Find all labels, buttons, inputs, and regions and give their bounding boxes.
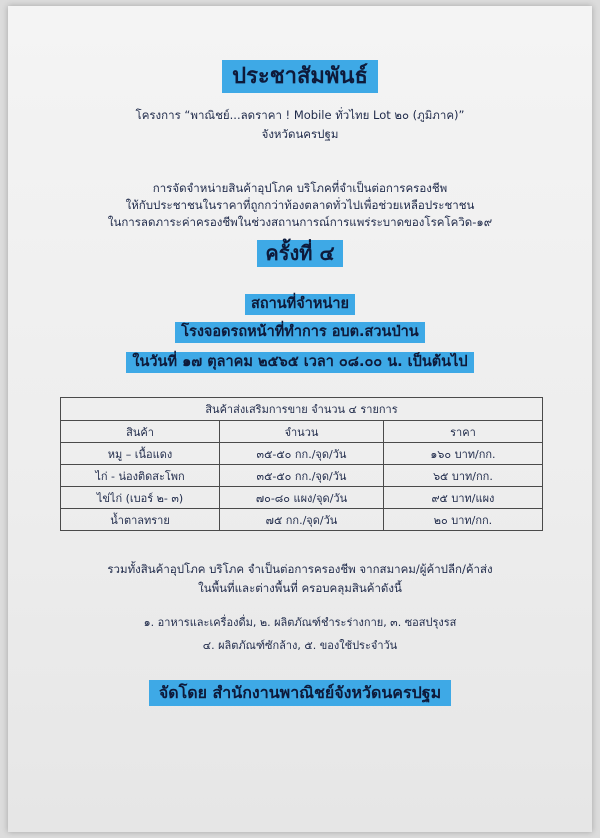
footer-line: รวมทั้งสินค้าอุปโภค บริโภค จำเป็นต่อการครองชีพ จากสมาคม/ผู้ค้าปลีก/ค้าส่ง — [107, 562, 493, 576]
round-block — [0, 240, 600, 267]
datetime-text: ในวันที่ ๑๗ ตุลาคม ๒๕๖๕ เวลา ๐๘.๐๐ น. เป็นต้นไป — [126, 352, 473, 373]
project-line: โครงการ “พาณิชย์...ลดราคา ! Mobile ทั่วไทย Lot ๒๐ (ภูมิภาค)” — [135, 108, 465, 122]
location-heading-block — [0, 294, 600, 315]
description-block — [0, 180, 600, 231]
table-row — [61, 509, 543, 531]
cell-price: ๙๕ บาท/แผง — [383, 487, 542, 509]
location-heading: สถานที่จำหน่าย — [245, 294, 355, 315]
cell-item: ไข่ไก่ (เบอร์ ๒- ๓) — [61, 487, 220, 509]
cell-quantity: ๓๕-๕๐ กก./จุด/วัน — [220, 465, 384, 487]
cell-quantity: ๗๐-๘๐ แผง/จุด/วัน — [220, 487, 384, 509]
table-caption: สินค้าส่งเสริมการขาย จำนวน ๔ รายการ — [61, 398, 543, 421]
footer-line: ในพื้นที่และต่างพื้นที่ ครอบคลุมสินค้าดังนี้ — [198, 581, 402, 595]
datetime-block — [0, 352, 600, 373]
cell-price: ๒๐ บาท/กก. — [383, 509, 542, 531]
header-quantity: จำนวน — [220, 421, 384, 443]
cell-quantity: ๗๕ กก./จุด/วัน — [220, 509, 384, 531]
cell-quantity: ๓๕-๕๐ กก./จุด/วัน — [220, 443, 384, 465]
round-label: ครั้งที่ ๔ — [257, 240, 342, 267]
table-caption-row — [61, 398, 543, 421]
goods-table — [60, 397, 543, 531]
table-row — [61, 487, 543, 509]
categories-line: ๑. อาหารและเครื่องดื่ม, ๒. ผลิตภัณฑ์ชำระร่างกาย, ๓. ซอสปรุงรส — [143, 616, 457, 629]
announcement-title: ประชาสัมพันธ์ — [222, 60, 378, 93]
cell-item: น้ำตาลทราย — [61, 509, 220, 531]
table-header-row — [61, 421, 543, 443]
table-row — [61, 443, 543, 465]
cell-item: หมู – เนื้อแดง — [61, 443, 220, 465]
description-line: การจัดจำหน่ายสินค้าอุปโภค บริโภคที่จำเป็นต่อการครองชีพ — [152, 181, 448, 195]
description-line: ในการลดภาระค่าครองชีพในช่วงสถานการณ์การแพร่ระบาดของโรคโควิด-๑๙ — [107, 215, 493, 229]
header-price: ราคา — [383, 421, 542, 443]
header-item: สินค้า — [61, 421, 220, 443]
announcement-title-block — [0, 60, 600, 93]
table-row — [61, 465, 543, 487]
cell-price: ๖๕ บาท/กก. — [383, 465, 542, 487]
cell-price: ๑๖๐ บาท/กก. — [383, 443, 542, 465]
organizer-block — [0, 680, 600, 706]
categories-line: ๔. ผลิตภัณฑ์ซักล้าง, ๕. ของใช้ประจำวัน — [202, 639, 398, 652]
location-block — [0, 322, 600, 343]
description-line: ให้กับประชาชนในราคาที่ถูกกว่าท้องตลาดทั่วไปเพื่อช่วยเหลือประชาชน — [125, 198, 475, 212]
organizer-text: จัดโดย สำนักงานพาณิชย์จังหวัดนครปฐม — [149, 680, 451, 706]
cell-item: ไก่ - น่องติดสะโพก — [61, 465, 220, 487]
location-text: โรงจอดรถหน้าที่ทำการ อบต.สวนป่าน — [175, 322, 424, 343]
province-line: จังหวัดนครปฐม — [261, 127, 339, 141]
